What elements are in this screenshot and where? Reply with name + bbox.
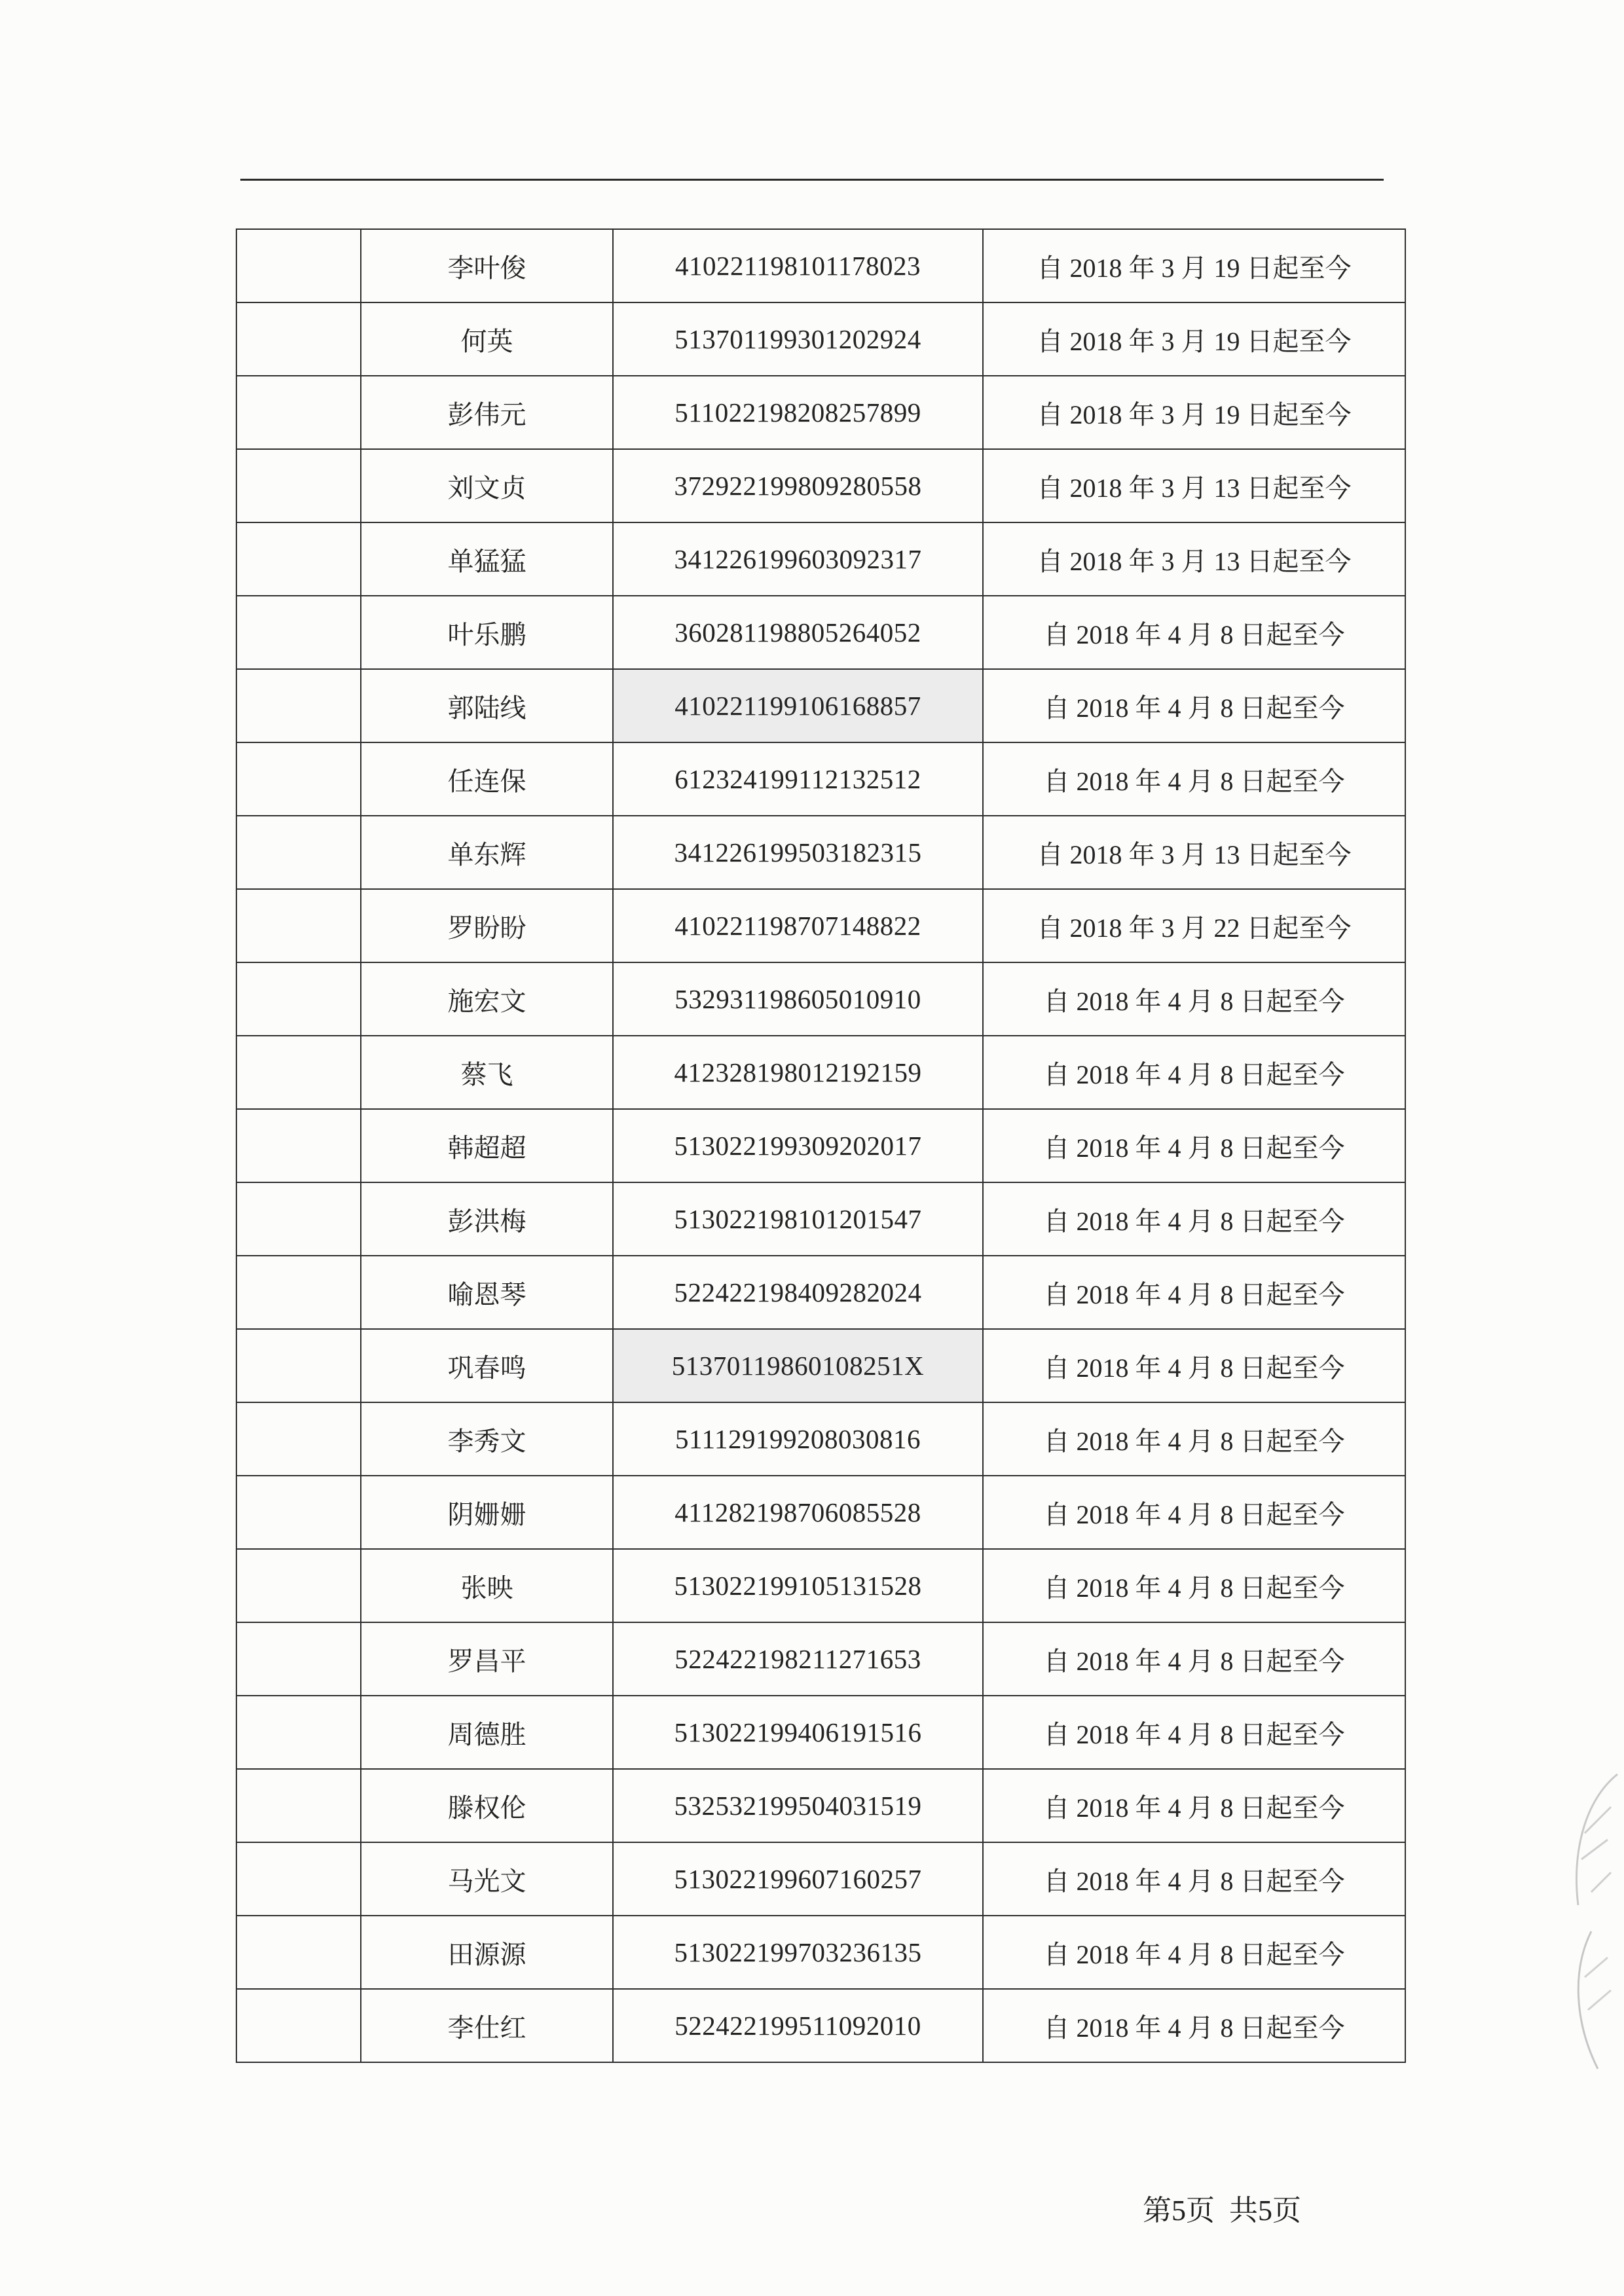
period-cell: 自 2018 年 4 月 8 日起至今 <box>983 1916 1405 1989</box>
table-row <box>236 1476 1405 1549</box>
index-cell <box>236 1036 361 1109</box>
period-cell: 自 2018 年 3 月 13 日起至今 <box>983 522 1405 596</box>
period-cell: 自 2018 年 3 月 19 日起至今 <box>983 229 1405 302</box>
id-number-cell: 532931198605010910 <box>613 962 983 1036</box>
id-number-cell: 532532199504031519 <box>613 1769 983 1842</box>
period-cell: 自 2018 年 3 月 13 日起至今 <box>983 449 1405 522</box>
id-number-cell: 522422198211271653 <box>613 1622 983 1696</box>
roster-table <box>236 228 1406 2063</box>
table-row <box>236 1696 1405 1769</box>
name-cell: 韩超超 <box>361 1109 613 1182</box>
period-cell: 自 2018 年 4 月 8 日起至今 <box>983 1549 1405 1622</box>
name-cell: 施宏文 <box>361 962 613 1036</box>
id-number-cell: 372922199809280558 <box>613 449 983 522</box>
index-cell <box>236 669 361 742</box>
seal-fragment <box>1545 1761 1623 2088</box>
total-pages-label: 共5页 <box>1229 2195 1301 2227</box>
name-cell: 郭陆线 <box>361 669 613 742</box>
table-row <box>236 522 1405 596</box>
index-cell <box>236 302 361 376</box>
table-row <box>236 1769 1405 1842</box>
id-number-cell: 513701199301202924 <box>613 302 983 376</box>
index-cell <box>236 1916 361 1989</box>
index-cell <box>236 1182 361 1256</box>
table-row <box>236 596 1405 669</box>
period-cell: 自 2018 年 4 月 8 日起至今 <box>983 1769 1405 1842</box>
name-cell: 罗昌平 <box>361 1622 613 1696</box>
table-row <box>236 1109 1405 1182</box>
table-row <box>236 1916 1405 1989</box>
period-cell: 自 2018 年 4 月 8 日起至今 <box>983 1329 1405 1402</box>
id-number-cell: 612324199112132512 <box>613 742 983 816</box>
table-row <box>236 1182 1405 1256</box>
period-cell: 自 2018 年 4 月 8 日起至今 <box>983 962 1405 1036</box>
period-cell: 自 2018 年 4 月 8 日起至今 <box>983 669 1405 742</box>
table-row <box>236 1549 1405 1622</box>
period-cell: 自 2018 年 4 月 8 日起至今 <box>983 1256 1405 1329</box>
index-cell <box>236 1476 361 1549</box>
name-cell: 彭伟元 <box>361 376 613 449</box>
name-cell: 周德胜 <box>361 1696 613 1769</box>
table-row <box>236 229 1405 302</box>
name-cell: 何英 <box>361 302 613 376</box>
index-cell <box>236 816 361 889</box>
index-cell <box>236 596 361 669</box>
index-cell <box>236 1769 361 1842</box>
name-cell: 叶乐鹏 <box>361 596 613 669</box>
index-cell <box>236 889 361 962</box>
period-cell: 自 2018 年 4 月 8 日起至今 <box>983 1402 1405 1476</box>
table-row <box>236 1402 1405 1476</box>
table-row <box>236 1256 1405 1329</box>
id-number-cell: 341226199603092317 <box>613 522 983 596</box>
period-cell: 自 2018 年 4 月 8 日起至今 <box>983 1622 1405 1696</box>
index-cell <box>236 1696 361 1769</box>
name-cell: 滕权伦 <box>361 1769 613 1842</box>
index-cell <box>236 962 361 1036</box>
index-cell <box>236 1549 361 1622</box>
period-cell: 自 2018 年 4 月 8 日起至今 <box>983 1842 1405 1916</box>
id-number-cell: 513022199105131528 <box>613 1549 983 1622</box>
id-number-cell: 511022198208257899 <box>613 376 983 449</box>
table-row <box>236 1842 1405 1916</box>
table-row <box>236 742 1405 816</box>
table-row <box>236 1036 1405 1109</box>
header-rule <box>240 179 1384 181</box>
id-number-cell: 511129199208030816 <box>613 1402 983 1476</box>
id-number-cell: 410221199106168857 <box>613 669 983 742</box>
name-cell: 单猛猛 <box>361 522 613 596</box>
index-cell <box>236 1329 361 1402</box>
table-row <box>236 1329 1405 1402</box>
name-cell: 马光文 <box>361 1842 613 1916</box>
name-cell: 张映 <box>361 1549 613 1622</box>
period-cell: 自 2018 年 4 月 8 日起至今 <box>983 1182 1405 1256</box>
id-number-cell: 513022199607160257 <box>613 1842 983 1916</box>
id-number-cell: 411282198706085528 <box>613 1476 983 1549</box>
id-number-cell: 341226199503182315 <box>613 816 983 889</box>
period-cell: 自 2018 年 4 月 8 日起至今 <box>983 1476 1405 1549</box>
table-row <box>236 669 1405 742</box>
table-row <box>236 889 1405 962</box>
current-page-label: 第5页 <box>1143 2195 1215 2227</box>
period-cell: 自 2018 年 4 月 8 日起至今 <box>983 596 1405 669</box>
name-cell: 单东辉 <box>361 816 613 889</box>
index-cell <box>236 376 361 449</box>
name-cell: 刘文贞 <box>361 449 613 522</box>
index-cell <box>236 1842 361 1916</box>
name-cell: 蔡飞 <box>361 1036 613 1109</box>
index-cell <box>236 1109 361 1182</box>
table-row <box>236 1622 1405 1696</box>
name-cell: 阴姗姗 <box>361 1476 613 1549</box>
period-cell: 自 2018 年 4 月 8 日起至今 <box>983 1036 1405 1109</box>
table-row <box>236 376 1405 449</box>
period-cell: 自 2018 年 3 月 19 日起至今 <box>983 302 1405 376</box>
id-number-cell: 513022199406191516 <box>613 1696 983 1769</box>
table-row <box>236 816 1405 889</box>
roster-table-body <box>236 229 1405 2062</box>
id-number-cell: 513022198101201547 <box>613 1182 983 1256</box>
name-cell: 田源源 <box>361 1916 613 1989</box>
period-cell: 自 2018 年 4 月 8 日起至今 <box>983 1696 1405 1769</box>
index-cell <box>236 229 361 302</box>
name-cell: 彭洪梅 <box>361 1182 613 1256</box>
index-cell <box>236 522 361 596</box>
name-cell: 李仕红 <box>361 1989 613 2062</box>
period-cell: 自 2018 年 4 月 8 日起至今 <box>983 742 1405 816</box>
id-number-cell: 410221198101178023 <box>613 229 983 302</box>
name-cell: 任连保 <box>361 742 613 816</box>
index-cell <box>236 1989 361 2062</box>
period-cell: 自 2018 年 3 月 22 日起至今 <box>983 889 1405 962</box>
id-number-cell: 522422198409282024 <box>613 1256 983 1329</box>
page-footer <box>1143 2187 1301 2229</box>
period-cell: 自 2018 年 4 月 8 日起至今 <box>983 1109 1405 1182</box>
id-number-cell: 410221198707148822 <box>613 889 983 962</box>
index-cell <box>236 1622 361 1696</box>
table-row <box>236 449 1405 522</box>
table-row <box>236 1989 1405 2062</box>
table-row <box>236 962 1405 1036</box>
name-cell: 李秀文 <box>361 1402 613 1476</box>
id-number-cell: 412328198012192159 <box>613 1036 983 1109</box>
id-number-cell: 51370119860108251X <box>613 1329 983 1402</box>
id-number-cell: 513022199703236135 <box>613 1916 983 1989</box>
name-cell: 李叶俊 <box>361 229 613 302</box>
name-cell: 罗盼盼 <box>361 889 613 962</box>
period-cell: 自 2018 年 4 月 8 日起至今 <box>983 1989 1405 2062</box>
period-cell: 自 2018 年 3 月 13 日起至今 <box>983 816 1405 889</box>
name-cell: 巩春鸣 <box>361 1329 613 1402</box>
table-row <box>236 302 1405 376</box>
id-number-cell: 522422199511092010 <box>613 1989 983 2062</box>
name-cell: 喻恩琴 <box>361 1256 613 1329</box>
id-number-cell: 360281198805264052 <box>613 596 983 669</box>
index-cell <box>236 449 361 522</box>
period-cell: 自 2018 年 3 月 19 日起至今 <box>983 376 1405 449</box>
id-number-cell: 513022199309202017 <box>613 1109 983 1182</box>
index-cell <box>236 1402 361 1476</box>
index-cell <box>236 1256 361 1329</box>
index-cell <box>236 742 361 816</box>
